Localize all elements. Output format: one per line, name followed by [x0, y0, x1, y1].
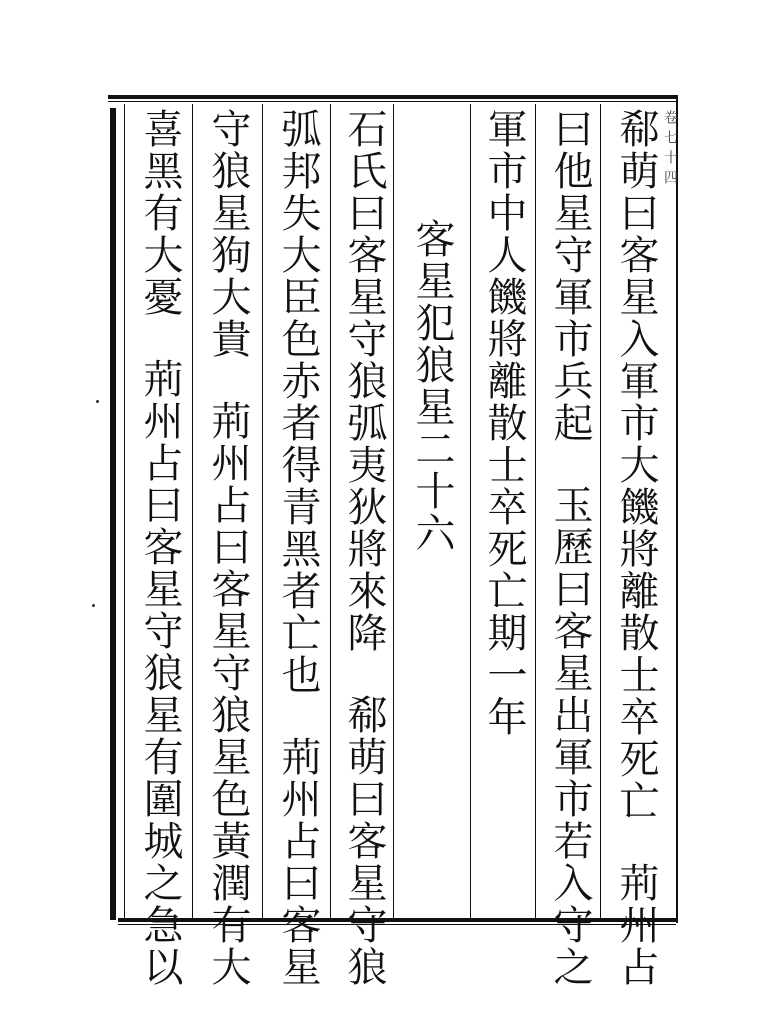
text-segment: 客星犯狼星二十六 [409, 218, 455, 554]
text-column-5 [338, 108, 390, 988]
column-divider [192, 104, 193, 918]
column-divider [262, 104, 263, 918]
text-segment: 曰他星守軍市兵起 [547, 108, 593, 444]
text-column-3 [478, 108, 530, 738]
text-segment: 荊州占 [613, 862, 659, 988]
margin-chapter-label: 卷七十四 [662, 110, 678, 190]
text-column-6 [272, 108, 324, 988]
column-divider [470, 104, 471, 918]
text-segment: 玉歷曰客星出軍市若入守之 [547, 484, 593, 988]
text-segment: 荊州占曰客星守狼星有圍城之急以 [137, 358, 183, 988]
text-column-2 [544, 108, 596, 988]
text-segment: 弧邦失大臣色赤者得青黑者亡也 [275, 108, 321, 696]
text-column-8 [134, 108, 186, 988]
text-segment: 郗萌曰客星入軍市大饑將離散士卒死亡 [613, 108, 659, 822]
column-divider [600, 104, 601, 918]
text-segment: 守狼星狗大貴 [205, 108, 251, 360]
speck-mark [96, 400, 99, 403]
text-segment: 喜黑有大憂 [137, 108, 183, 318]
text-segment: 軍市中人饑將離散士卒死亡期一年 [481, 108, 527, 738]
top-border-rule-inner [108, 101, 678, 102]
speck-mark [92, 604, 95, 607]
column-divider [124, 104, 125, 918]
text-segment: 石氏曰客星守狼弧夷狄將來降 [341, 108, 387, 654]
column-divider [535, 104, 536, 918]
text-column-1 [610, 108, 662, 988]
text-segment: 荊州占曰客星守狼星色黃潤有大 [205, 400, 251, 988]
right-border-rule [676, 95, 678, 923]
column-divider [330, 104, 331, 918]
section-heading [406, 218, 458, 554]
text-segment: 荊州占曰客星 [275, 736, 321, 988]
top-border-rule [108, 95, 678, 99]
column-divider [393, 104, 394, 918]
text-column-7 [202, 108, 254, 988]
text-segment: 郗萌曰客星守狼 [341, 694, 387, 988]
left-border-rule [110, 108, 116, 920]
